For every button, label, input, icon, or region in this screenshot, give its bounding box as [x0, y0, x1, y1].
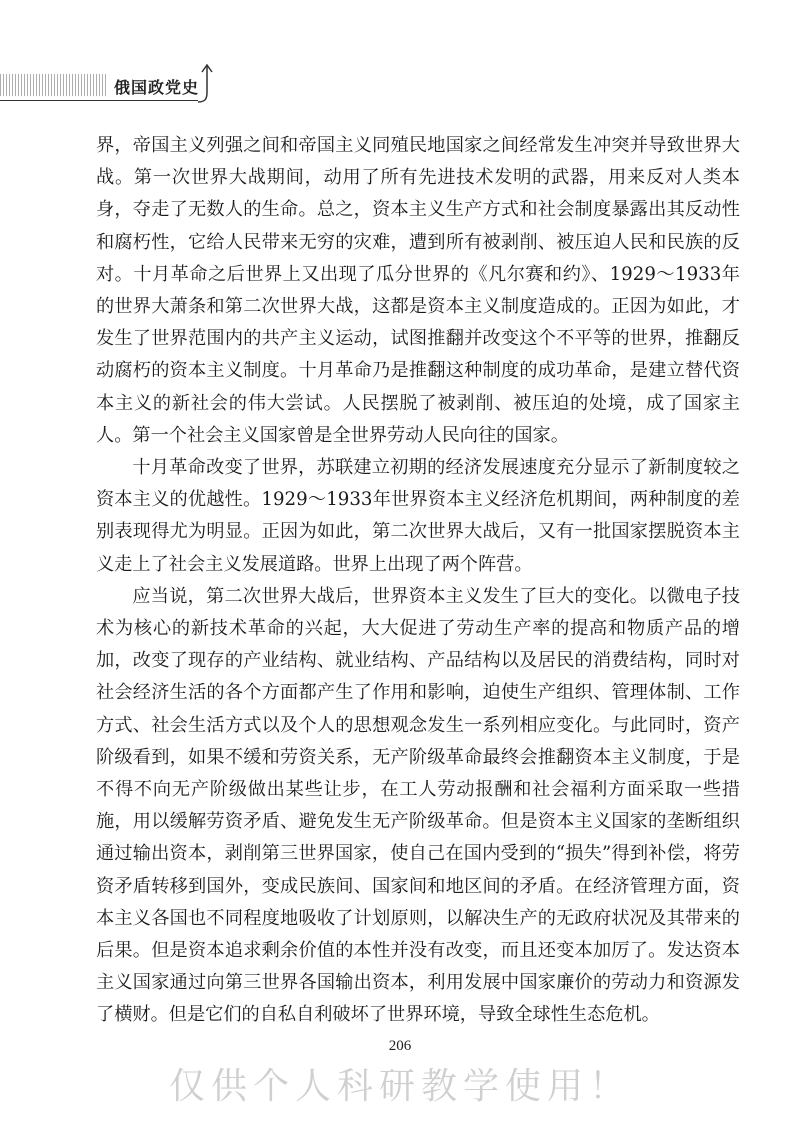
header-arrow-bracket-icon — [196, 62, 220, 106]
page-number: 206 — [388, 1038, 412, 1054]
header-rule — [0, 100, 198, 101]
paragraph-1: 界，帝国主义列强之间和帝国主义同殖民地国家之间经常发生冲突并导致世界大战。第一次世界大战期间，动用了所有先进技术发明的武器，用来反对人类本身，夺走了无数人的生命。总之，资本主义生产方式和社会制度暴露出其反动性和腐朽性，它给人民带来无穷的灾难，遭到所有被剥削、被压迫人民和民族的反对。十月革命之后世界上又出现了瓜分世界的《凡尔赛和约》、1929～1933年的世界大萧条和第二次世界大战，这都是资本主义制度造成的。正因为如此，才发生了世界范围内的共产主义运动，试图推翻并改变这个不平等的世界，推翻反动腐朽的资本主义制度。十月革命乃是推翻这种制度的成功革命，是建立替代资本主义的新社会的伟大尝试。人民摆脱了被剥削、被压迫的处境，成了国家主人。第一个社会主义国家曾是全世界劳动人民向往的国家。 — [96, 135, 740, 446]
paragraph-3: 应当说，第二次世界大战后，世界资本主义发生了巨大的变化。以微电子技术为核心的新技术革命的兴起，大大促进了劳动生产率的提高和物质产品的增加，改变了现存的产业结构、就业结构、产品结构以及居民的消费结构，同时对社会经济生活的各个方面都产生了作用和影响，迫使生产组织、管理体制、工作方式、社会生活方式以及个人的思想观念发生一系列相应变化。与此同时，资产阶级看到，如果不缓和劳资关系，无产阶级革命最终会推翻资本主义制度，于是不得不向无产阶级做出某些让步，在工人劳动报酬和社会福利方面采取一些措施，用以缓解劳资矛盾、避免发生无产阶级革命。但是资本主义国家的垄断组织通过输出资本，剥削第三世界国家，使自己在国内受到的“损失”得到补偿，将劳资矛盾转移到国外，变成民族间、国家间和地区间的矛盾。在经济管理方面，资本主义各国也不同程度地吸收了计划原则，以解决生产的无政府状况及其带来的后果。但是资本追求剩余价值的本性并没有改变，而且还变本加厉了。发达资本主义国家通过向第三世界各国输出资本，利用发展中国家廉价的劳动力和资源发了横财。但是它们的自私自利破坏了世界环境，导致全球性生态危机。 — [96, 585, 740, 1026]
paragraph-2: 十月革命改变了世界，苏联建立初期的经济发展速度充分显示了新制度较之资本主义的优越性。1929～1933年世界资本主义经济危机期间，两种制度的差别表现得尤为明显。正因为如此，第二次世界大战后，又有一批国家摆脱资本主义走上了社会主义发展道路。世界上出现了两个阵营。 — [96, 457, 740, 575]
running-header — [0, 62, 260, 120]
body-text — [96, 130, 740, 1032]
header-hatch-decoration — [0, 74, 108, 96]
running-header-title: 俄国政党史 — [114, 78, 200, 97]
watermark: 仅供个人科研教学使用！ — [168, 1066, 631, 1107]
